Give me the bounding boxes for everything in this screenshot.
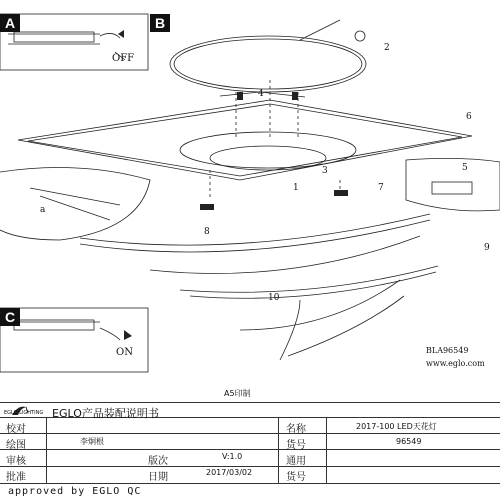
- callout-3: 3: [322, 166, 328, 176]
- article-label-2: 货号: [286, 472, 306, 483]
- screw-7: [334, 190, 348, 196]
- product-name: 2017-100 LED天花灯: [356, 422, 437, 431]
- version-label: 版次: [148, 456, 168, 467]
- callout-1: 1: [293, 183, 299, 193]
- callout-10: 10: [268, 293, 280, 303]
- callout-9: 9: [484, 243, 490, 253]
- on-label: ON: [116, 347, 133, 358]
- approval-note: approved by EGLO QC: [8, 486, 142, 497]
- callout-4: 4: [258, 89, 264, 99]
- diffuser-blade-1: [80, 214, 430, 245]
- version-value: V:1.0: [222, 452, 243, 461]
- website: www.eglo.com: [426, 359, 485, 368]
- model-reference: BLA96549: [426, 346, 469, 355]
- off-label: OFF: [112, 53, 135, 64]
- diffuser-blade-2: [180, 266, 438, 292]
- approve-label: 批准: [6, 472, 26, 483]
- check-label: 校对: [6, 424, 26, 435]
- screw-8: [200, 204, 214, 210]
- print-format-note: A5印制: [224, 389, 251, 398]
- article-number: 96549: [396, 437, 422, 446]
- callout-5: 5: [462, 163, 468, 173]
- document-title: EGLO产品装配说明书: [52, 407, 159, 420]
- callout-8: 8: [204, 227, 210, 237]
- callout-6: 6: [466, 112, 472, 122]
- name-label: 名称: [286, 424, 306, 435]
- date-label: 日期: [148, 472, 168, 483]
- general-label: 通用: [286, 456, 306, 467]
- center-plate: [180, 132, 356, 168]
- terminal-strip-c: [14, 320, 94, 330]
- terminal-strip-b: [14, 32, 94, 42]
- review-label: 审核: [6, 456, 26, 467]
- panel-b-label: B: [150, 14, 170, 32]
- callout-2: 2: [384, 43, 390, 53]
- date-value: 2017/03/02: [206, 468, 253, 477]
- panel-c-frame: [0, 308, 148, 372]
- panel-c-label: C: [0, 308, 20, 326]
- mounting-ring: [170, 36, 366, 92]
- draw-label: 绘图: [6, 440, 26, 451]
- detail-circle-right: [406, 158, 500, 210]
- article-label: 货号: [286, 440, 306, 451]
- drawer-name: 李炯根: [80, 437, 104, 446]
- panel-a-label: A: [0, 14, 20, 32]
- detail-circle-a: [0, 168, 150, 241]
- detail-a-label: a: [40, 205, 46, 215]
- logo-text: EGLO LIGHTING: [4, 410, 44, 416]
- callout-7: 7: [378, 183, 384, 193]
- title-block: [0, 402, 500, 500]
- ceiling-panel: [18, 100, 472, 180]
